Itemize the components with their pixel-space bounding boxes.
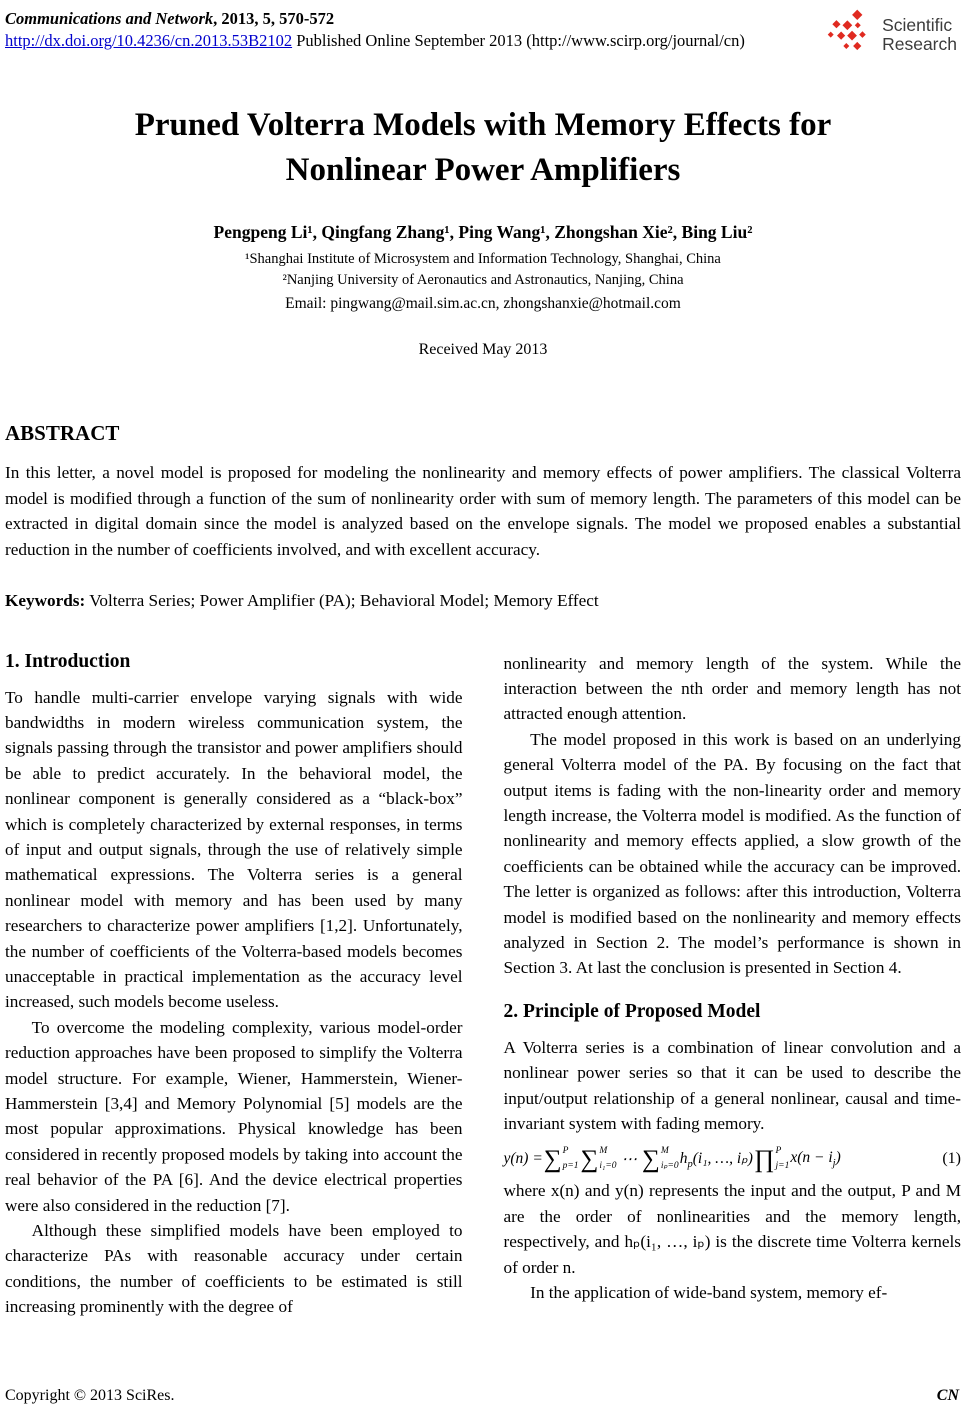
paper-title bbox=[5, 103, 961, 192]
author-list: Pengpeng Li¹, Qingfang Zhang¹, Ping Wang¹, Zhongshan Xie², Bing Liu² bbox=[213, 222, 753, 243]
affiliation-2: ²Nanjing University of Aeronautics and Astronautics, Nanjing, China bbox=[282, 272, 684, 289]
journal-info bbox=[5, 8, 745, 52]
equation-1 bbox=[504, 1146, 962, 1172]
received-date: Received May 2013 bbox=[418, 341, 548, 359]
logo-text-line1: Scientific bbox=[882, 14, 953, 35]
sum-operator-3: ∑ M iₚ=0 bbox=[641, 1145, 679, 1173]
wideband-paragraph: In the application of wide-band system, memory ef- bbox=[530, 1283, 888, 1303]
journal-citation-meta: , 2013, 5, 570-572 bbox=[213, 9, 335, 28]
sum-operator-1: ∑ P p=1 bbox=[543, 1145, 579, 1173]
kernel-term: $h_p(i_1$, …, iₚ) bbox=[679, 1149, 753, 1170]
diamond-logo-icon bbox=[825, 8, 877, 61]
affiliations bbox=[5, 249, 961, 291]
journal-citation-line bbox=[5, 8, 745, 30]
right-column bbox=[504, 651, 962, 1320]
intro-paragraph-4: nonlinearity and memory length of the system. While the interaction between the nth order and memory length has not attracted enough attention. bbox=[503, 653, 961, 724]
intro-paragraph-1: To handle multi-carrier envelope varying signals with wide bandwidths in modern wireless communication system, the signals passing through the transistor and power amplifiers should be able to predict accurately. In the behavioral model, the nonlinear component is generally considered as a “black-box” which is completely characterized by external responses, in terms of input and output signals, through the use of relatively simple mathematical expressions. The Volterra series is a general nonlinear model with memory and has been used by many researchers to characterize power amplifiers [1,2]. Unfortunately, the number of coefficients of the Volterra-based models becomes unacceptable in practical implementation as the accuracy level increased, such models become useless. bbox=[5, 687, 463, 1012]
email-line: Email: pingwang@mail.sim.ac.cn, zhongshanxie@hotmail.com bbox=[285, 295, 681, 313]
doi-link[interactable]: http://dx.doi.org/10.4236/cn.2013.53B2102 bbox=[5, 30, 293, 50]
scientific-research-logo bbox=[825, 8, 957, 61]
two-column-body bbox=[5, 651, 961, 1320]
abstract-heading: ABSTRACT bbox=[5, 421, 120, 446]
paper-title-line1: Pruned Volterra Models with Memory Effects for bbox=[134, 107, 832, 143]
product-operator: ∏ P j=1 bbox=[753, 1145, 790, 1173]
section-heading-principle: 2. Principle of Proposed Model bbox=[503, 1000, 761, 1022]
model-paragraph: A Volterra series is a combination of linear convolution and a nonlinear power series so that it can be used to describe the input/output relationship of a general nonlinear, causal and time-invariant system with fading memory. bbox=[503, 1037, 961, 1133]
page-header bbox=[5, 8, 961, 61]
equation-number: (1) bbox=[942, 1150, 961, 1168]
keywords-line bbox=[5, 591, 961, 611]
logo-text bbox=[882, 16, 957, 54]
input-term: $x(n - i_j)$ bbox=[790, 1149, 841, 1170]
keywords-text: Volterra Series; Power Amplifier (PA); Behavioral Model; Memory Effect bbox=[85, 590, 599, 610]
abstract-text: In this letter, a novel model is proposed for modeling the nonlinearity and memory effects of power amplifiers. The classical Volterra model is modified through a function of the sum of nonlinearity order with sum of memory length. The parameters of this model can be extracted in digital domain since the model is analyzed based on the envelope signals. The model we proposed enables a substantial reduction in the number of coefficients involved, and with excellent accuracy. bbox=[5, 463, 961, 559]
equation-lhs: y(n) = bbox=[503, 1150, 543, 1168]
page-footer bbox=[5, 1387, 959, 1405]
journal-code: CN bbox=[936, 1387, 959, 1404]
copyright-text: Copyright © 2013 SciRes. bbox=[5, 1387, 175, 1404]
sum-operator-2: ∑ M i₁=0 bbox=[580, 1145, 617, 1173]
keywords-label: Keywords: bbox=[5, 590, 86, 610]
intro-paragraph-3: Although these simplified models have been employed to characterize PAs with reasonable accuracy under certain conditions, the number of coefficients to be estimated is still increasing prominently with the degree of bbox=[5, 1221, 463, 1317]
logo-text-line2: Research bbox=[882, 33, 957, 54]
where-paragraph: where x(n) and y(n) represents the input and the output, P and M are the order of nonlinearities and the memory length, respectively, and hₚ(i₁, …, iₚ) is the discrete time Volterra kernels of order n. bbox=[503, 1181, 961, 1277]
affiliation-1: ¹Shanghai Institute of Microsystem and Information Technology, Shanghai, China bbox=[245, 251, 721, 268]
paper-title-line2: Nonlinear Power Amplifiers bbox=[285, 151, 681, 188]
published-online-text: Published Online September 2013 (http://www.scirp.org/journal/cn) bbox=[292, 30, 745, 50]
doi-line bbox=[5, 30, 745, 52]
journal-title: Communications and Network bbox=[5, 9, 214, 28]
left-column bbox=[5, 651, 463, 1320]
ellipsis: ⋯ bbox=[621, 1150, 637, 1168]
intro-paragraph-5: The model proposed in this work is based on an underlying general Volterra model of the PA. By focusing on the fact that output items is fading with the non-linearity order and memory length increase, the Volterra model is modified. As the function of nonlinearity and memory effects applied, a slow growth of the coefficients can be obtained while the accuracy can be improved. The letter is organized as follows: after this introduction, Volterra model is modified based on the nonlinearity and memory effects analyzed in Section 2. The model’s performance is shown in Section 3. At last the conclusion is presented in Section 4. bbox=[503, 729, 961, 978]
section-heading-introduction: 1. Introduction bbox=[5, 650, 131, 672]
intro-paragraph-2: To overcome the modeling complexity, various model-order reduction approaches have been proposed to simplify the Volterra model structure. For example, Wiener, Hammerstein, Wiener-Hammerstein [3,4] and Memory Polynomial [5] models are the most popular approximations. Physical knowledge has been considered in recently proposed models by taking into account the real behavior of the PA [6]. And the device electrical properties were also considered in the reduction [7]. bbox=[5, 1017, 463, 1215]
